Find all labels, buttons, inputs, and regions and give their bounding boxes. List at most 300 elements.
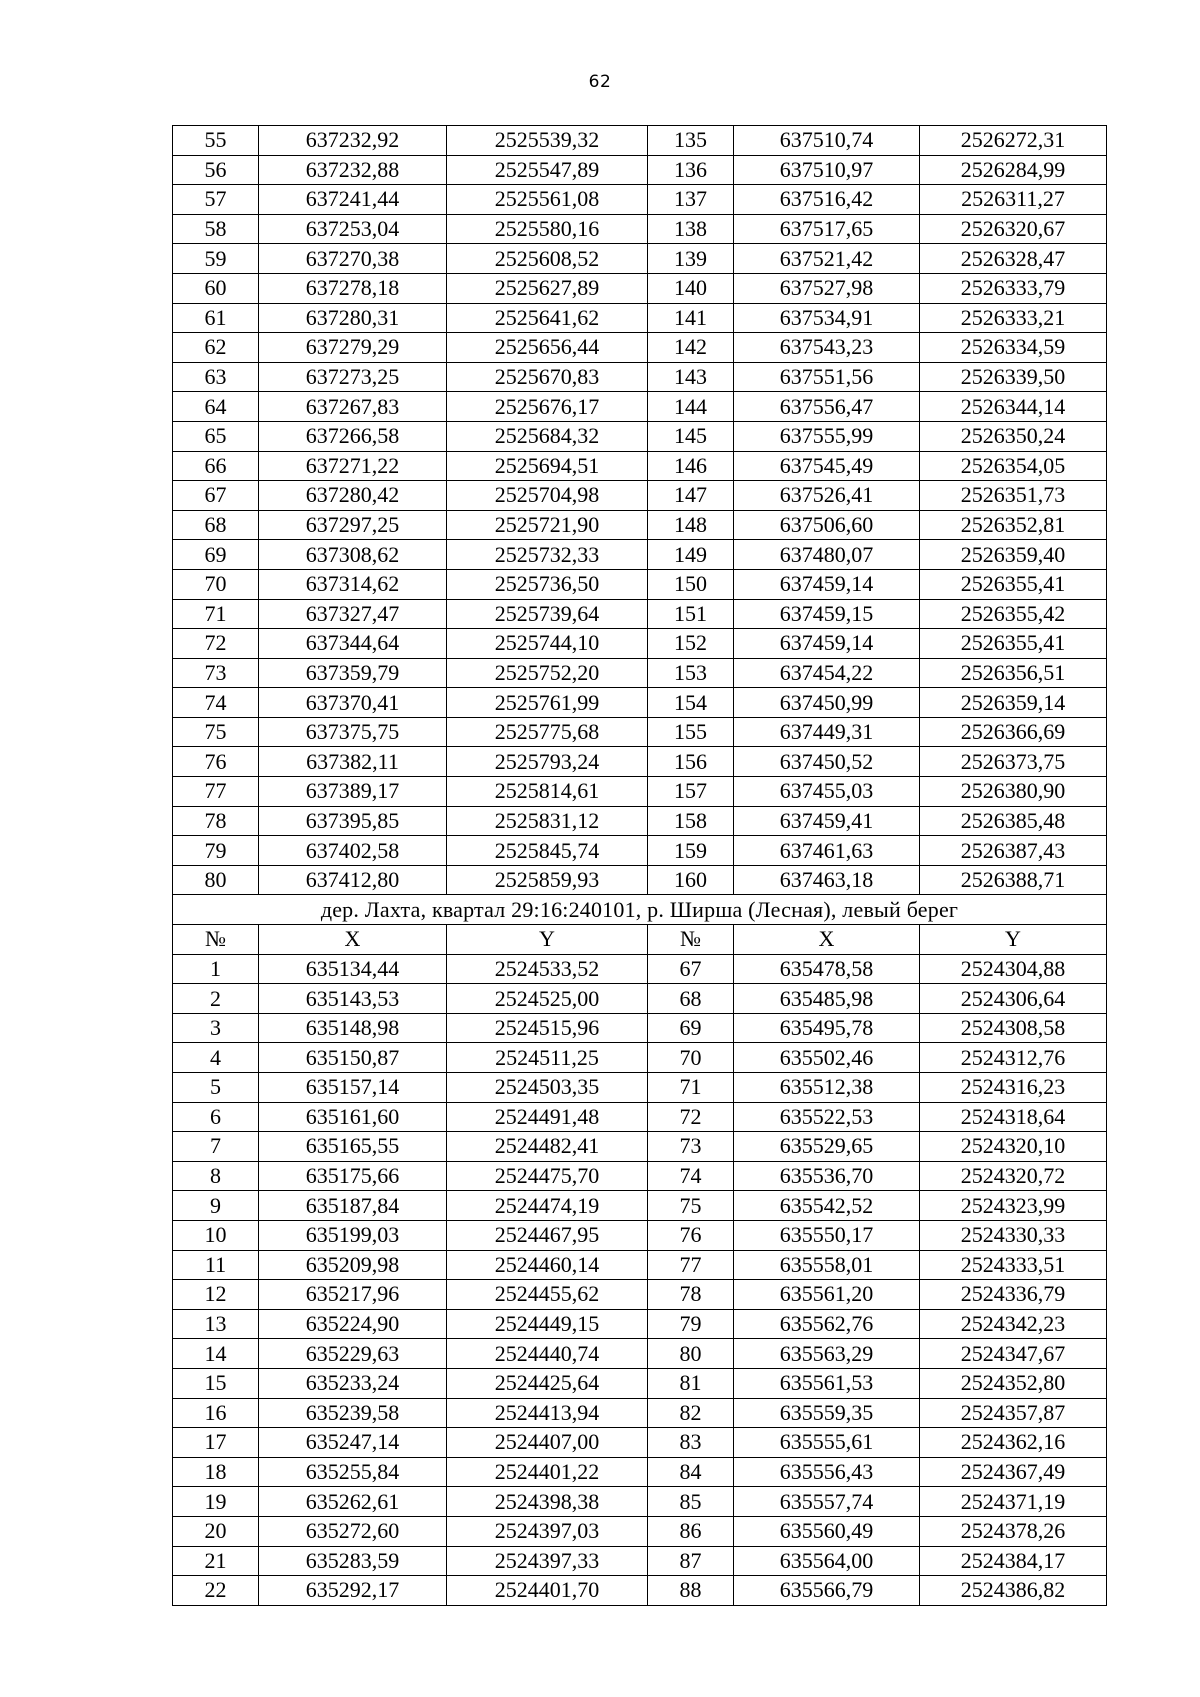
point-number-left: 14: [173, 1339, 259, 1369]
coordinates-table: [172, 125, 1107, 1606]
table-row: [173, 510, 1107, 540]
x-right: 637545,49: [734, 451, 920, 481]
y-right: 2524371,19: [920, 1487, 1107, 1517]
y-right: 2524333,51: [920, 1250, 1107, 1280]
point-number-right: 147: [648, 481, 734, 511]
y-right: 2524330,33: [920, 1220, 1107, 1250]
table-row: [173, 1043, 1107, 1073]
x-left: 637280,31: [259, 303, 447, 333]
point-number-left: 69: [173, 540, 259, 570]
x-left: 637253,04: [259, 214, 447, 244]
y-right: 2524342,23: [920, 1309, 1107, 1339]
y-right: 2526355,41: [920, 569, 1107, 599]
x-left: 635239,58: [259, 1398, 447, 1428]
table-row: [173, 1339, 1107, 1369]
point-number-right: 135: [648, 126, 734, 156]
y-left: 2525775,68: [447, 717, 648, 747]
y-left: 2524491,48: [447, 1102, 648, 1132]
point-number-right: 154: [648, 688, 734, 718]
point-number-left: 67: [173, 481, 259, 511]
point-number-right: 143: [648, 362, 734, 392]
y-left: 2525814,61: [447, 777, 648, 807]
table-row: [173, 1280, 1107, 1310]
y-right: 2526333,21: [920, 303, 1107, 333]
y-left: 2524397,03: [447, 1516, 648, 1546]
x-left: 637279,29: [259, 333, 447, 363]
x-left: 635199,03: [259, 1220, 447, 1250]
x-left: 635229,63: [259, 1339, 447, 1369]
y-left: 2525859,93: [447, 865, 648, 895]
x-right: 635512,38: [734, 1073, 920, 1103]
point-number-right: 78: [648, 1280, 734, 1310]
y-left: 2524475,70: [447, 1161, 648, 1191]
point-number-left: 63: [173, 362, 259, 392]
y-right: 2524308,58: [920, 1013, 1107, 1043]
x-right: 635564,00: [734, 1546, 920, 1576]
table-row: [173, 569, 1107, 599]
y-left: 2525670,83: [447, 362, 648, 392]
x-right: 637459,14: [734, 569, 920, 599]
x-left: 635175,66: [259, 1161, 447, 1191]
table-row: [173, 1398, 1107, 1428]
y-right: 2524318,64: [920, 1102, 1107, 1132]
page-number: 62: [588, 72, 612, 92]
x-left: 635283,59: [259, 1546, 447, 1576]
table-row: [173, 1516, 1107, 1546]
y-left: 2525547,89: [447, 155, 648, 185]
point-number-left: 71: [173, 599, 259, 629]
y-left: 2525539,32: [447, 126, 648, 156]
y-left: 2524467,95: [447, 1220, 648, 1250]
table-row: [173, 599, 1107, 629]
point-number-left: 55: [173, 126, 259, 156]
table-row: [173, 1013, 1107, 1043]
x-right: 637480,07: [734, 540, 920, 570]
y-left: 2525831,12: [447, 806, 648, 836]
table-row: [173, 1132, 1107, 1162]
point-number-right: 150: [648, 569, 734, 599]
x-right: 635542,52: [734, 1191, 920, 1221]
table-row: [173, 806, 1107, 836]
header-number-right: №: [648, 925, 734, 955]
x-left: 637344,64: [259, 629, 447, 659]
table-row: [173, 954, 1107, 984]
x-left: 637314,62: [259, 569, 447, 599]
x-left: 637232,92: [259, 126, 447, 156]
point-number-right: 76: [648, 1220, 734, 1250]
x-right: 635529,65: [734, 1132, 920, 1162]
table-row: [173, 836, 1107, 866]
section-title-row: [173, 895, 1107, 925]
point-number-left: 8: [173, 1161, 259, 1191]
table-row: [173, 717, 1107, 747]
y-left: 2525641,62: [447, 303, 648, 333]
x-right: 637449,31: [734, 717, 920, 747]
table-row: [173, 688, 1107, 718]
point-number-right: 80: [648, 1339, 734, 1369]
y-right: 2524323,99: [920, 1191, 1107, 1221]
section-block: [173, 895, 1107, 954]
point-number-right: 75: [648, 1191, 734, 1221]
point-number-left: 73: [173, 658, 259, 688]
table-row: [173, 658, 1107, 688]
y-right: 2526272,31: [920, 126, 1107, 156]
point-number-right: 82: [648, 1398, 734, 1428]
x-left: 635247,14: [259, 1428, 447, 1458]
y-right: 2524367,49: [920, 1457, 1107, 1487]
header-x-left: X: [259, 925, 447, 955]
y-left: 2525736,50: [447, 569, 648, 599]
x-left: 637273,25: [259, 362, 447, 392]
y-left: 2525739,64: [447, 599, 648, 629]
x-left: 635150,87: [259, 1043, 447, 1073]
y-left: 2525721,90: [447, 510, 648, 540]
point-number-left: 66: [173, 451, 259, 481]
point-number-left: 78: [173, 806, 259, 836]
table-row: [173, 747, 1107, 777]
y-right: 2524304,88: [920, 954, 1107, 984]
x-right: 635522,53: [734, 1102, 920, 1132]
y-left: 2525608,52: [447, 244, 648, 274]
x-right: 637459,15: [734, 599, 920, 629]
point-number-left: 58: [173, 214, 259, 244]
x-left: 635161,60: [259, 1102, 447, 1132]
y-left: 2524397,33: [447, 1546, 648, 1576]
point-number-right: 87: [648, 1546, 734, 1576]
x-right: 635559,35: [734, 1398, 920, 1428]
x-right: 637459,41: [734, 806, 920, 836]
x-left: 635292,17: [259, 1576, 447, 1606]
point-number-left: 70: [173, 569, 259, 599]
table-row: [173, 1428, 1107, 1458]
point-number-left: 77: [173, 777, 259, 807]
point-number-right: 158: [648, 806, 734, 836]
x-right: 637526,41: [734, 481, 920, 511]
upper-coordinates-block: [173, 126, 1107, 895]
point-number-right: 151: [648, 599, 734, 629]
point-number-left: 75: [173, 717, 259, 747]
table-row: [173, 1368, 1107, 1398]
table-row: [173, 303, 1107, 333]
y-right: 2524386,82: [920, 1576, 1107, 1606]
table-row: [173, 1102, 1107, 1132]
table-row: [173, 185, 1107, 215]
y-right: 2524336,79: [920, 1280, 1107, 1310]
y-left: 2524503,35: [447, 1073, 648, 1103]
point-number-left: 17: [173, 1428, 259, 1458]
point-number-right: 148: [648, 510, 734, 540]
x-left: 635143,53: [259, 984, 447, 1014]
x-right: 635502,46: [734, 1043, 920, 1073]
y-left: 2524525,00: [447, 984, 648, 1014]
y-right: 2526359,40: [920, 540, 1107, 570]
y-left: 2524482,41: [447, 1132, 648, 1162]
x-left: 635187,84: [259, 1191, 447, 1221]
y-left: 2525845,74: [447, 836, 648, 866]
y-left: 2525732,33: [447, 540, 648, 570]
x-left: 637402,58: [259, 836, 447, 866]
point-number-left: 64: [173, 392, 259, 422]
y-right: 2524362,16: [920, 1428, 1107, 1458]
y-left: 2525704,98: [447, 481, 648, 511]
y-right: 2524347,67: [920, 1339, 1107, 1369]
y-left: 2524474,19: [447, 1191, 648, 1221]
y-left: 2525694,51: [447, 451, 648, 481]
x-right: 637510,74: [734, 126, 920, 156]
point-number-left: 2: [173, 984, 259, 1014]
table-row: [173, 392, 1107, 422]
y-right: 2526354,05: [920, 451, 1107, 481]
point-number-right: 81: [648, 1368, 734, 1398]
point-number-right: 73: [648, 1132, 734, 1162]
y-right: 2526352,81: [920, 510, 1107, 540]
point-number-left: 15: [173, 1368, 259, 1398]
point-number-left: 19: [173, 1487, 259, 1517]
point-number-left: 13: [173, 1309, 259, 1339]
table-row: [173, 1546, 1107, 1576]
y-left: 2524401,22: [447, 1457, 648, 1487]
point-number-right: 159: [648, 836, 734, 866]
x-right: 637551,56: [734, 362, 920, 392]
y-right: 2526359,14: [920, 688, 1107, 718]
table-row: [173, 244, 1107, 274]
x-right: 635560,49: [734, 1516, 920, 1546]
y-left: 2524401,70: [447, 1576, 648, 1606]
point-number-left: 74: [173, 688, 259, 718]
x-right: 635566,79: [734, 1576, 920, 1606]
y-right: 2526320,67: [920, 214, 1107, 244]
y-right: 2526328,47: [920, 244, 1107, 274]
x-right: 635558,01: [734, 1250, 920, 1280]
y-right: 2526387,43: [920, 836, 1107, 866]
y-right: 2526334,59: [920, 333, 1107, 363]
x-left: 637370,41: [259, 688, 447, 718]
point-number-right: 142: [648, 333, 734, 363]
x-right: 635562,76: [734, 1309, 920, 1339]
y-right: 2526366,69: [920, 717, 1107, 747]
x-right: 637517,65: [734, 214, 920, 244]
table-row: [173, 1457, 1107, 1487]
y-right: 2524320,72: [920, 1161, 1107, 1191]
x-right: 637555,99: [734, 421, 920, 451]
table-row: [173, 1309, 1107, 1339]
table-row: [173, 451, 1107, 481]
y-right: 2524312,76: [920, 1043, 1107, 1073]
x-right: 637521,42: [734, 244, 920, 274]
header-number-left: №: [173, 925, 259, 955]
x-right: 637454,22: [734, 658, 920, 688]
point-number-right: 83: [648, 1428, 734, 1458]
point-number-right: 85: [648, 1487, 734, 1517]
point-number-left: 11: [173, 1250, 259, 1280]
x-left: 635165,55: [259, 1132, 447, 1162]
point-number-left: 21: [173, 1546, 259, 1576]
header-row: [173, 925, 1107, 955]
table-row: [173, 214, 1107, 244]
point-number-right: 138: [648, 214, 734, 244]
y-left: 2524398,38: [447, 1487, 648, 1517]
point-number-right: 79: [648, 1309, 734, 1339]
x-right: 635561,53: [734, 1368, 920, 1398]
x-left: 637278,18: [259, 273, 447, 303]
point-number-right: 137: [648, 185, 734, 215]
lower-coordinates-block: [173, 954, 1107, 1605]
point-number-right: 144: [648, 392, 734, 422]
table-row: [173, 777, 1107, 807]
point-number-right: 152: [648, 629, 734, 659]
point-number-right: 86: [648, 1516, 734, 1546]
x-left: 637308,62: [259, 540, 447, 570]
y-left: 2524455,62: [447, 1280, 648, 1310]
point-number-right: 149: [648, 540, 734, 570]
x-left: 637267,83: [259, 392, 447, 422]
table-row: [173, 984, 1107, 1014]
header-x-right: X: [734, 925, 920, 955]
x-left: 637232,88: [259, 155, 447, 185]
x-right: 635556,43: [734, 1457, 920, 1487]
x-right: 635561,20: [734, 1280, 920, 1310]
point-number-left: 7: [173, 1132, 259, 1162]
table-row: [173, 481, 1107, 511]
x-left: 635209,98: [259, 1250, 447, 1280]
point-number-left: 5: [173, 1073, 259, 1103]
x-right: 637450,99: [734, 688, 920, 718]
point-number-left: 76: [173, 747, 259, 777]
table-row: [173, 1073, 1107, 1103]
x-left: 635255,84: [259, 1457, 447, 1487]
table-row: [173, 629, 1107, 659]
y-left: 2525656,44: [447, 333, 648, 363]
x-left: 637266,58: [259, 421, 447, 451]
y-right: 2526355,41: [920, 629, 1107, 659]
x-right: 635478,58: [734, 954, 920, 984]
point-number-left: 79: [173, 836, 259, 866]
y-right: 2524384,17: [920, 1546, 1107, 1576]
y-left: 2525744,10: [447, 629, 648, 659]
y-right: 2526339,50: [920, 362, 1107, 392]
y-right: 2526380,90: [920, 777, 1107, 807]
y-right: 2526351,73: [920, 481, 1107, 511]
point-number-left: 10: [173, 1220, 259, 1250]
y-right: 2524357,87: [920, 1398, 1107, 1428]
point-number-right: 70: [648, 1043, 734, 1073]
point-number-right: 139: [648, 244, 734, 274]
x-left: 637271,22: [259, 451, 447, 481]
point-number-left: 65: [173, 421, 259, 451]
x-left: 635134,44: [259, 954, 447, 984]
y-left: 2525627,89: [447, 273, 648, 303]
x-right: 637459,14: [734, 629, 920, 659]
y-left: 2524407,00: [447, 1428, 648, 1458]
y-left: 2525676,17: [447, 392, 648, 422]
table-row: [173, 421, 1107, 451]
x-left: 635157,14: [259, 1073, 447, 1103]
point-number-left: 16: [173, 1398, 259, 1428]
x-left: 635224,90: [259, 1309, 447, 1339]
y-left: 2525793,24: [447, 747, 648, 777]
x-left: 637375,75: [259, 717, 447, 747]
x-right: 635557,74: [734, 1487, 920, 1517]
point-number-left: 1: [173, 954, 259, 984]
point-number-left: 56: [173, 155, 259, 185]
x-left: 637395,85: [259, 806, 447, 836]
table-row: [173, 362, 1107, 392]
x-left: 635272,60: [259, 1516, 447, 1546]
point-number-left: 22: [173, 1576, 259, 1606]
point-number-right: 140: [648, 273, 734, 303]
point-number-left: 3: [173, 1013, 259, 1043]
y-left: 2524440,74: [447, 1339, 648, 1369]
table-row: [173, 273, 1107, 303]
x-right: 635555,61: [734, 1428, 920, 1458]
table-row: [173, 126, 1107, 156]
table-row: [173, 333, 1107, 363]
point-number-left: 68: [173, 510, 259, 540]
point-number-left: 57: [173, 185, 259, 215]
x-right: 637461,63: [734, 836, 920, 866]
point-number-left: 6: [173, 1102, 259, 1132]
y-left: 2524511,25: [447, 1043, 648, 1073]
x-left: 637389,17: [259, 777, 447, 807]
y-left: 2524413,94: [447, 1398, 648, 1428]
point-number-right: 157: [648, 777, 734, 807]
x-right: 635563,29: [734, 1339, 920, 1369]
y-right: 2526355,42: [920, 599, 1107, 629]
table-row: [173, 1576, 1107, 1606]
x-left: 635233,24: [259, 1368, 447, 1398]
y-left: 2525561,08: [447, 185, 648, 215]
y-right: 2524306,64: [920, 984, 1107, 1014]
x-right: 635495,78: [734, 1013, 920, 1043]
y-left: 2524425,64: [447, 1368, 648, 1398]
x-left: 637270,38: [259, 244, 447, 274]
y-right: 2526388,71: [920, 865, 1107, 895]
point-number-left: 72: [173, 629, 259, 659]
x-left: 637280,42: [259, 481, 447, 511]
x-right: 635536,70: [734, 1161, 920, 1191]
point-number-right: 88: [648, 1576, 734, 1606]
y-right: 2524320,10: [920, 1132, 1107, 1162]
y-left: 2524533,52: [447, 954, 648, 984]
x-right: 637534,91: [734, 303, 920, 333]
x-left: 637327,47: [259, 599, 447, 629]
x-right: 637455,03: [734, 777, 920, 807]
point-number-left: 20: [173, 1516, 259, 1546]
point-number-right: 153: [648, 658, 734, 688]
y-right: 2524352,80: [920, 1368, 1107, 1398]
point-number-left: 80: [173, 865, 259, 895]
y-left: 2524449,15: [447, 1309, 648, 1339]
x-right: 637506,60: [734, 510, 920, 540]
y-right: 2524316,23: [920, 1073, 1107, 1103]
point-number-right: 74: [648, 1161, 734, 1191]
y-left: 2525684,32: [447, 421, 648, 451]
y-right: 2524378,26: [920, 1516, 1107, 1546]
y-right: 2526356,51: [920, 658, 1107, 688]
table-row: [173, 1161, 1107, 1191]
y-right: 2526311,27: [920, 185, 1107, 215]
x-right: 637463,18: [734, 865, 920, 895]
point-number-left: 12: [173, 1280, 259, 1310]
point-number-right: 72: [648, 1102, 734, 1132]
x-right: 637510,97: [734, 155, 920, 185]
header-y-right: Y: [920, 925, 1107, 955]
x-right: 637450,52: [734, 747, 920, 777]
x-right: 637527,98: [734, 273, 920, 303]
x-right: 635550,17: [734, 1220, 920, 1250]
y-left: 2524515,96: [447, 1013, 648, 1043]
x-right: 637543,23: [734, 333, 920, 363]
